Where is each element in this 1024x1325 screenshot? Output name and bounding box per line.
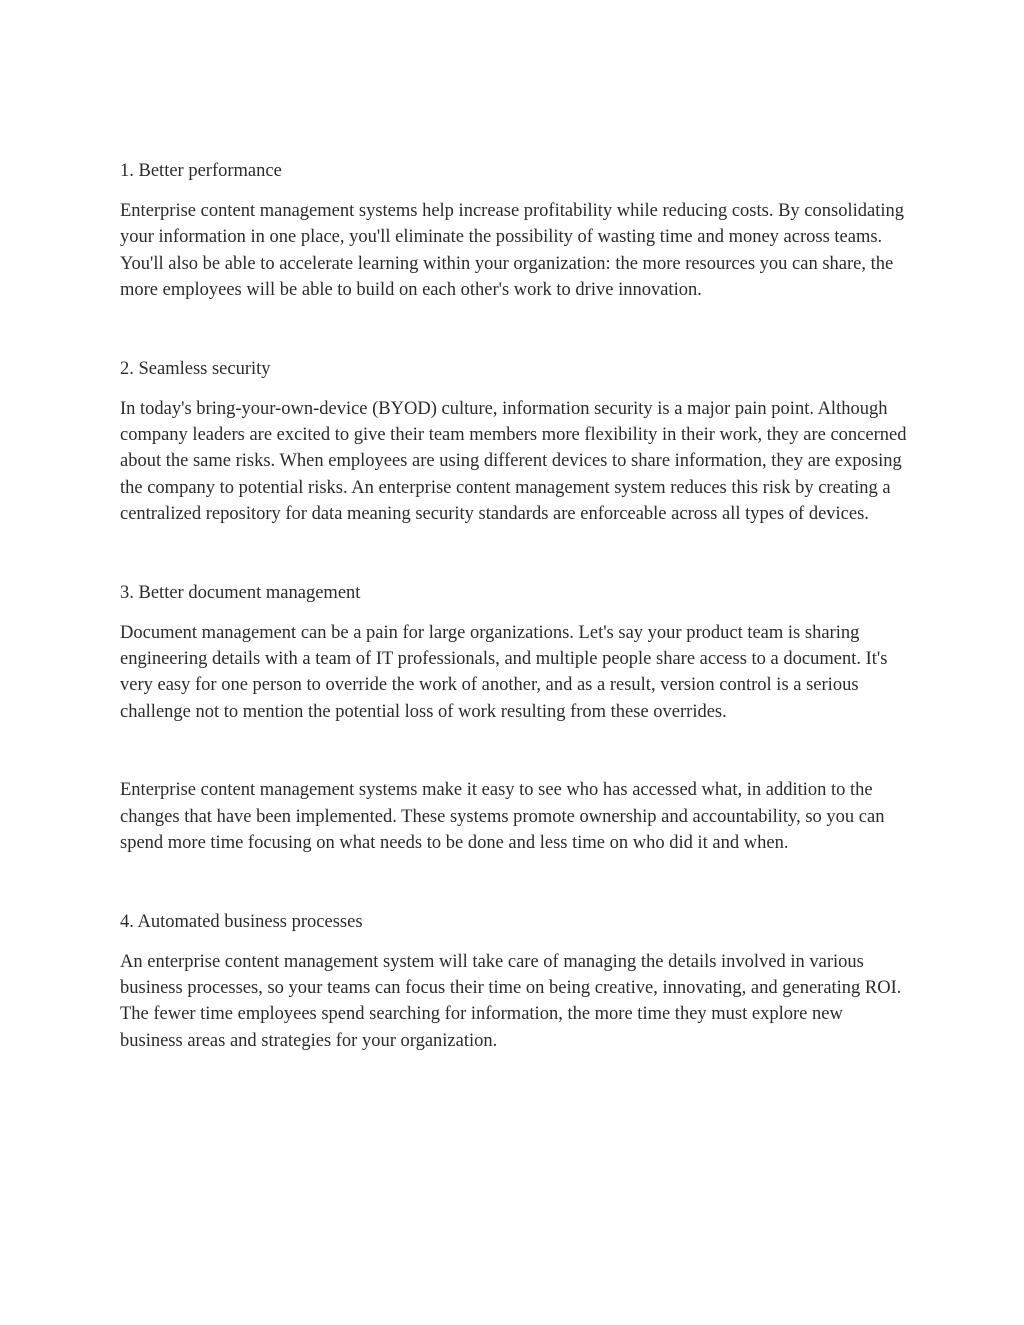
section-heading: 4. Automated business processes [120,911,363,932]
section-paragraph: Enterprise content management systems help increase profitability while reducing costs. By consolidating your information in one place, you'll eliminate the possibility of wasting time and money across teams. You'll also be able to accelerate learning within your organization: the more resources you can share, the more employees will be able to build on each other's work to drive innovation. [120,201,904,301]
section-paragraph: Document management can be a pain for large organizations. Let's say your product team is sharing engineering details with a team of IT professionals, and multiple people share access to a document. It's very easy for one person to override the work of another, and as a result, version control is a serious challenge not to mention the potential loss of work resulting from these overrides. [120,622,888,722]
document-page [120,158,910,1054]
section-better-document-management [120,580,910,726]
section-paragraph: Enterprise content management systems make it easy to see who has accessed what, in addition to the changes that have been implemented. These systems promote ownership and accountability, so you can spend more time focusing on what needs to be done and less time on who did it and when. [120,780,885,854]
section-paragraph: An enterprise content management system will take care of managing the details involved in various business processes, so your teams can focus their time on being creative, innovating, and generating ROI. The fewer time employees spend searching for information, the more time they must explore new business areas and strategies for your organization. [120,951,902,1051]
section-document-management-continued [120,777,910,856]
section-heading: 3. Better document management [120,582,361,603]
section-paragraph: In today's bring-your-own-device (BYOD) culture, information security is a major pain point. Although company leaders are excited to give their team members more flexibility in their work, they are concerned about the same risks. When employees are using different devices to share information, they are exposing the company to potential risks. An enterprise content management system reduces this risk by creating a centralized repository for data meaning security standards are enforceable across all types of devices. [120,398,907,525]
section-heading: 1. Better performance [120,161,282,181]
section-automated-business-processes [120,909,910,1055]
section-heading: 2. Seamless security [120,358,271,379]
section-better-performance [120,158,910,304]
section-seamless-security [120,356,910,528]
